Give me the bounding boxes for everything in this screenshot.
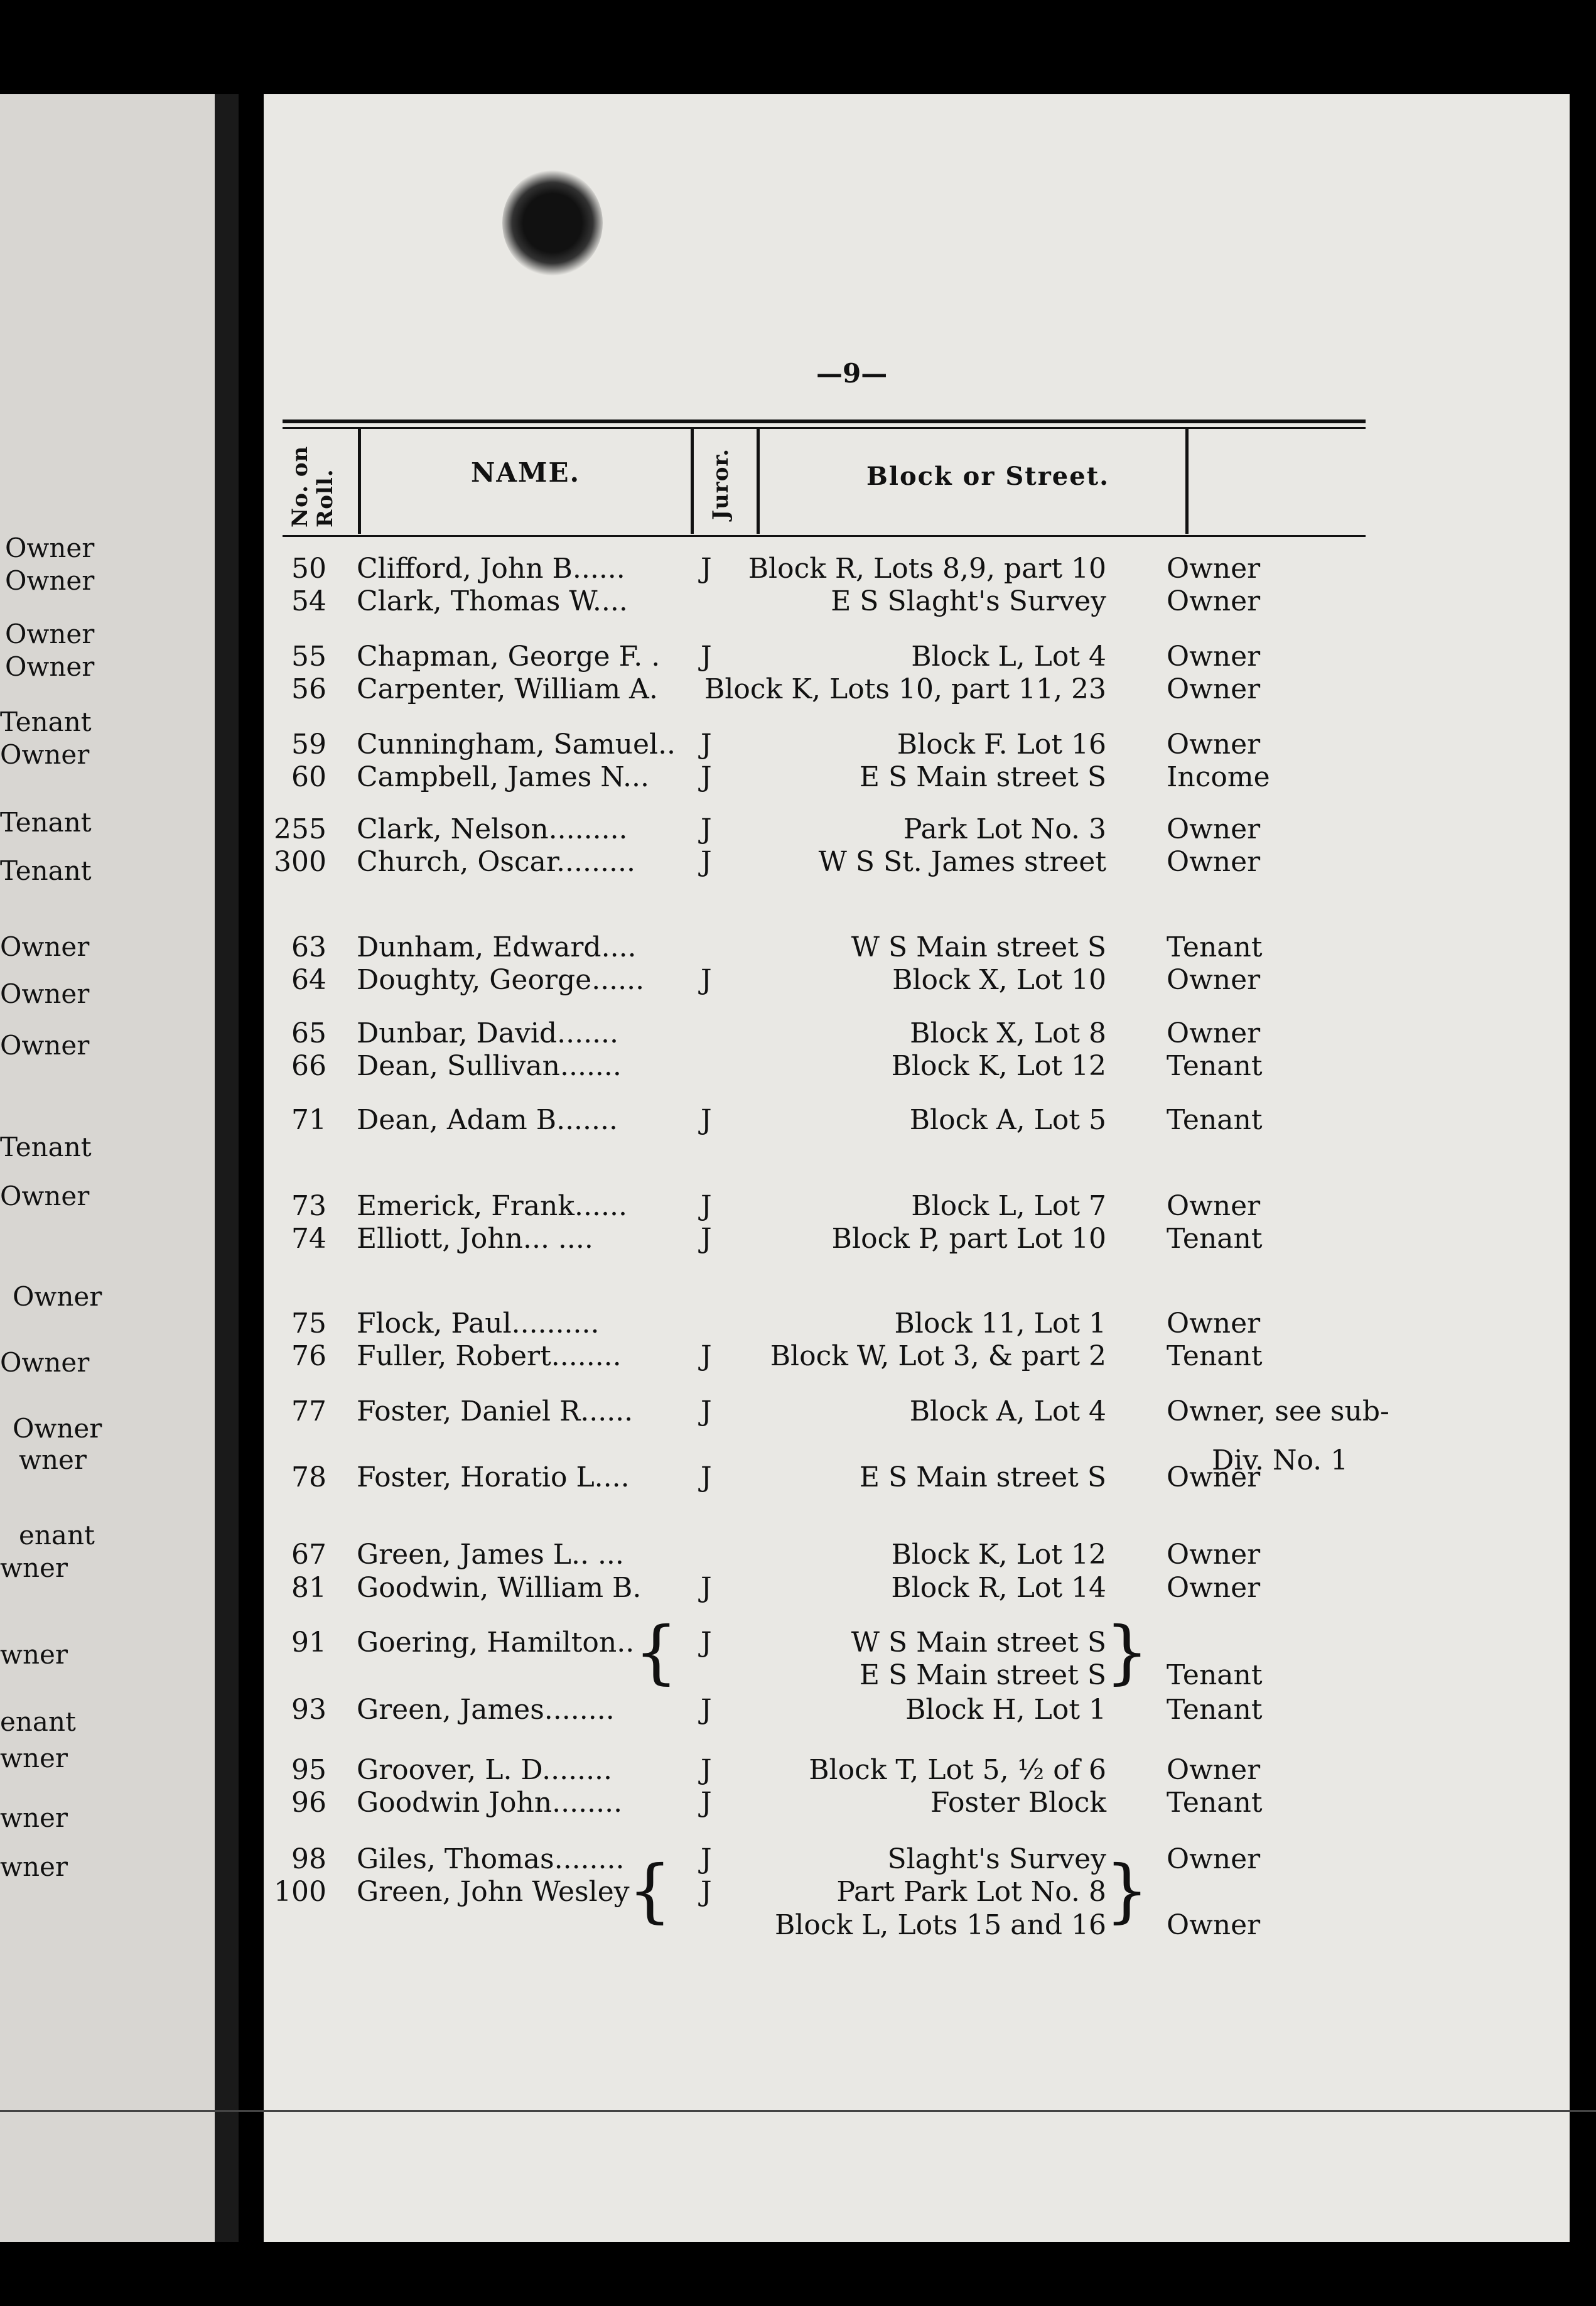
person-name: Green, James........ xyxy=(357,1694,615,1726)
table-row xyxy=(0,1694,1596,1728)
left-page-word: wner xyxy=(0,1552,68,1583)
roll-number: 74 xyxy=(291,1223,326,1255)
juror-mark: J xyxy=(701,1876,712,1908)
person-name: Green, John Wesley xyxy=(357,1876,630,1908)
block-or-street: E S Main street S xyxy=(859,1659,1106,1691)
table-row xyxy=(0,1787,1596,1821)
table-row xyxy=(0,1909,1596,1943)
status-cell: Owner xyxy=(1167,1843,1261,1875)
roll-number: 56 xyxy=(291,673,326,705)
status-cell: Owner xyxy=(1167,553,1261,585)
block-or-street: Park Lot No. 3 xyxy=(903,813,1106,845)
table-row xyxy=(0,641,1596,674)
juror-mark: J xyxy=(701,1190,712,1222)
roll-number: 54 xyxy=(291,585,326,617)
person-name: Clark, Nelson......... xyxy=(357,813,628,845)
person-name: Dean, Adam B....... xyxy=(357,1104,618,1136)
block-or-street: Block 11, Lot 1 xyxy=(894,1307,1106,1340)
block-or-street: Block P, part Lot 10 xyxy=(831,1223,1106,1255)
table-row xyxy=(0,728,1596,762)
table-row xyxy=(0,813,1596,847)
column-divider xyxy=(358,427,361,534)
left-page-word: Owner xyxy=(0,1181,90,1211)
left-page-word: wner xyxy=(0,1802,68,1833)
juror-mark: J xyxy=(701,1843,712,1875)
status-cell: Tenant xyxy=(1167,931,1263,963)
roll-number: 78 xyxy=(291,1461,326,1493)
roll-number: 96 xyxy=(291,1787,326,1819)
block-or-street: Block F. Lot 16 xyxy=(897,728,1106,761)
column-divider xyxy=(1185,427,1189,534)
status-cell: Owner xyxy=(1167,1190,1261,1222)
left-page-word: wner xyxy=(19,1444,87,1475)
table-row xyxy=(0,1876,1596,1910)
table-row xyxy=(0,846,1596,880)
table-row xyxy=(0,585,1596,619)
brace-goering-right: } xyxy=(1105,1611,1149,1692)
left-page-word: Owner xyxy=(5,619,95,649)
juror-mark: J xyxy=(701,846,712,878)
juror-mark: J xyxy=(701,1223,712,1255)
block-or-street: Block A, Lot 5 xyxy=(909,1104,1106,1136)
status-cell: Owner, see sub- xyxy=(1167,1395,1389,1427)
person-name: Goering, Hamilton.. xyxy=(357,1627,635,1659)
person-name: Goodwin John........ xyxy=(357,1787,623,1819)
roll-number: 77 xyxy=(291,1395,326,1427)
block-or-street: E S Main street S xyxy=(859,761,1106,793)
table-row xyxy=(0,1223,1596,1257)
left-page-word: wner xyxy=(0,1851,68,1882)
roll-number: 255 xyxy=(274,813,326,845)
left-page-word: enant xyxy=(19,1520,95,1551)
roll-number: 93 xyxy=(291,1694,326,1726)
block-or-street: E S Main street S xyxy=(859,1461,1106,1493)
column-divider xyxy=(757,427,760,534)
roll-number: 71 xyxy=(291,1104,326,1136)
status-cell: Owner xyxy=(1167,1754,1261,1786)
person-name: Church, Oscar......... xyxy=(357,846,635,878)
table-row xyxy=(0,964,1596,998)
person-name: Elliott, John... .... xyxy=(357,1223,593,1255)
page-number: —9— xyxy=(816,358,888,389)
roll-number: 76 xyxy=(291,1340,326,1372)
roll-number: 50 xyxy=(291,553,326,585)
left-page-word: wner xyxy=(0,1639,68,1670)
juror-mark: J xyxy=(701,1572,712,1604)
table-row xyxy=(0,1104,1596,1138)
column-divider xyxy=(691,427,694,534)
status-cell: Owner xyxy=(1167,641,1261,673)
person-name: Fuller, Robert........ xyxy=(357,1340,622,1372)
juror-mark: J xyxy=(701,553,712,585)
juror-mark: J xyxy=(701,1754,712,1786)
person-name: Chapman, George F. . xyxy=(357,641,661,673)
left-page-column xyxy=(0,0,213,2306)
roll-number: 300 xyxy=(274,846,326,878)
table-row xyxy=(0,931,1596,965)
roll-number: 73 xyxy=(291,1190,326,1222)
table-row xyxy=(0,1659,1596,1693)
roll-number: 64 xyxy=(291,964,326,996)
juror-mark: J xyxy=(701,1461,712,1493)
header-rule-top xyxy=(283,420,1366,423)
left-page-word: enant xyxy=(0,1706,76,1737)
left-page-word: Owner xyxy=(5,533,95,563)
status-cell: Tenant xyxy=(1167,1104,1263,1136)
roll-number: 55 xyxy=(291,641,326,673)
person-name: Dunbar, David....... xyxy=(357,1017,619,1049)
status-cell: Owner xyxy=(1167,585,1261,617)
person-name: Dunham, Edward.... xyxy=(357,931,637,963)
block-or-street: W S Main street S xyxy=(851,1627,1106,1659)
block-header: Block or Street. xyxy=(866,462,1110,491)
roll-number: 91 xyxy=(291,1627,326,1659)
roll-number: 100 xyxy=(274,1876,326,1908)
brace-goering: { xyxy=(634,1611,678,1692)
roll-number: 81 xyxy=(291,1572,326,1604)
person-name: Goodwin, William B. xyxy=(357,1572,642,1604)
juror-mark: J xyxy=(701,641,712,673)
table-row xyxy=(0,1539,1596,1573)
block-or-street: W S Main street S xyxy=(851,931,1106,963)
status-cell: Tenant xyxy=(1167,1050,1263,1082)
block-or-street: Part Park Lot No. 8 xyxy=(836,1876,1106,1908)
roll-number: 65 xyxy=(291,1017,326,1049)
status-cell: Owner xyxy=(1167,1307,1261,1340)
left-page-word: Owner xyxy=(0,1347,90,1378)
juror-mark: J xyxy=(701,728,712,761)
table-row xyxy=(0,1190,1596,1224)
status-cell: Owner xyxy=(1167,964,1261,996)
left-page-word: Tenant xyxy=(0,807,92,838)
person-name: Foster, Daniel R...... xyxy=(357,1395,634,1427)
table-row xyxy=(0,1017,1596,1051)
juror-mark: J xyxy=(701,1787,712,1819)
juror-mark: J xyxy=(701,1340,712,1372)
left-page-word: Owner xyxy=(0,931,90,962)
block-or-street: Block K, Lot 12 xyxy=(891,1539,1106,1571)
status-cell: Income xyxy=(1167,761,1270,793)
block-or-street: Block R, Lots 8,9, part 10 xyxy=(748,553,1106,585)
status-cell: Owner xyxy=(1167,1539,1261,1571)
header-rule-bottom xyxy=(283,535,1366,537)
table-row xyxy=(0,1572,1596,1606)
table-row xyxy=(0,553,1596,587)
juror-mark: J xyxy=(701,964,712,996)
person-name: Doughty, George...... xyxy=(357,964,645,996)
block-or-street: Slaght's Survey xyxy=(887,1843,1106,1875)
roll-header: No. on Roll. xyxy=(288,445,338,528)
table-row xyxy=(0,1340,1596,1374)
block-or-street: Block K, Lots 10, part 11, 23 xyxy=(704,673,1106,705)
person-name: Cunningham, Samuel.. xyxy=(357,728,676,761)
left-page-word: Owner xyxy=(13,1281,102,1312)
block-or-street: Foster Block xyxy=(930,1787,1106,1819)
person-name: Clark, Thomas W.... xyxy=(357,585,628,617)
status-cell: Tenant xyxy=(1167,1340,1263,1372)
left-page-word: Tenant xyxy=(0,1132,92,1162)
juror-header: Juror. xyxy=(708,448,733,520)
juror-mark: J xyxy=(701,1627,712,1659)
juror-mark: J xyxy=(701,1395,712,1427)
roll-number: 95 xyxy=(291,1754,326,1786)
person-name: Groover, L. D........ xyxy=(357,1754,613,1786)
block-or-street: Block H, Lot 1 xyxy=(905,1694,1106,1726)
status-cell: Owner xyxy=(1167,813,1261,845)
block-or-street: Block L, Lot 7 xyxy=(911,1190,1106,1222)
block-or-street: Block L, Lot 4 xyxy=(911,641,1106,673)
juror-mark: J xyxy=(701,813,712,845)
juror-mark: J xyxy=(701,1694,712,1726)
block-or-street: W S St. James street xyxy=(818,846,1106,878)
juror-mark: J xyxy=(701,1104,712,1136)
block-or-street: Block W, Lot 3, & part 2 xyxy=(770,1340,1106,1372)
left-page-word: Tenant xyxy=(0,855,92,886)
table-row xyxy=(0,1461,1596,1495)
block-or-street: Block A, Lot 4 xyxy=(909,1395,1106,1427)
table-row xyxy=(0,1627,1596,1660)
person-name: Campbell, James N... xyxy=(357,761,649,793)
roll-number: 66 xyxy=(291,1050,326,1082)
table-row xyxy=(0,761,1596,795)
table-row xyxy=(0,1754,1596,1788)
left-page-word: wner xyxy=(0,1743,68,1773)
block-or-street: Block L, Lots 15 and 16 xyxy=(774,1909,1106,1941)
person-name: Foster, Horatio L.... xyxy=(357,1461,630,1493)
name-header: NAME. xyxy=(471,457,581,488)
table-row xyxy=(0,1395,1596,1429)
person-name: Giles, Thomas........ xyxy=(357,1843,625,1875)
status-cell: Tenant xyxy=(1167,1787,1263,1819)
block-or-street: Block R, Lot 14 xyxy=(891,1572,1106,1604)
left-page-word: Owner xyxy=(5,565,95,596)
status-cell: Owner xyxy=(1167,1909,1261,1941)
left-page-word: Owner xyxy=(0,739,90,770)
person-name: Dean, Sullivan....... xyxy=(357,1050,622,1082)
left-page-word: Owner xyxy=(5,651,95,682)
roll-number: 75 xyxy=(291,1307,326,1340)
header-rule-top-thin xyxy=(283,427,1366,429)
status-cell: Owner xyxy=(1167,1461,1261,1493)
table-row xyxy=(0,673,1596,707)
status-cell: Owner xyxy=(1167,673,1261,705)
status-cell: Owner xyxy=(1167,846,1261,878)
block-or-street: Block T, Lot 5, ½ of 6 xyxy=(809,1754,1106,1786)
table-row xyxy=(0,1307,1596,1341)
block-or-street: Block K, Lot 12 xyxy=(891,1050,1106,1082)
person-name: Emerick, Frank...... xyxy=(357,1190,627,1222)
block-or-street: E S Slaght's Survey xyxy=(831,585,1106,617)
table-row xyxy=(0,1843,1596,1877)
person-name: Flock, Paul.......... xyxy=(357,1307,600,1340)
roll-number: 60 xyxy=(291,761,326,793)
roll-number: 98 xyxy=(291,1843,326,1875)
person-name: Green, James L.. ... xyxy=(357,1539,624,1571)
left-page-word: Owner xyxy=(0,1030,90,1061)
juror-mark: J xyxy=(701,761,712,793)
brace-green: { xyxy=(628,1850,672,1930)
status-cell: Owner xyxy=(1167,1572,1261,1604)
ink-stain xyxy=(502,170,603,276)
roll-number: 63 xyxy=(291,931,326,963)
person-name: Clifford, John B...... xyxy=(357,553,625,585)
brace-green-right: } xyxy=(1105,1850,1149,1930)
status-cell: Tenant xyxy=(1167,1223,1263,1255)
status-cell: Tenant xyxy=(1167,1694,1263,1726)
left-page-word: Tenant xyxy=(0,706,92,737)
status-cell: Owner xyxy=(1167,1017,1261,1049)
left-page-word: Owner xyxy=(13,1413,102,1444)
footer-rule xyxy=(0,2110,1596,2112)
block-or-street: Block X, Lot 10 xyxy=(892,964,1106,996)
left-page-word: Owner xyxy=(0,978,90,1009)
foster-subdiv-note: Div. No. 1 xyxy=(1212,1444,1349,1476)
person-name: Carpenter, William A. xyxy=(357,673,658,705)
status-cell: Tenant xyxy=(1167,1659,1263,1691)
block-or-street: Block X, Lot 8 xyxy=(910,1017,1106,1049)
roll-number: 67 xyxy=(291,1539,326,1571)
roll-number: 59 xyxy=(291,728,326,761)
status-cell: Owner xyxy=(1167,728,1261,761)
table-row xyxy=(0,1050,1596,1084)
